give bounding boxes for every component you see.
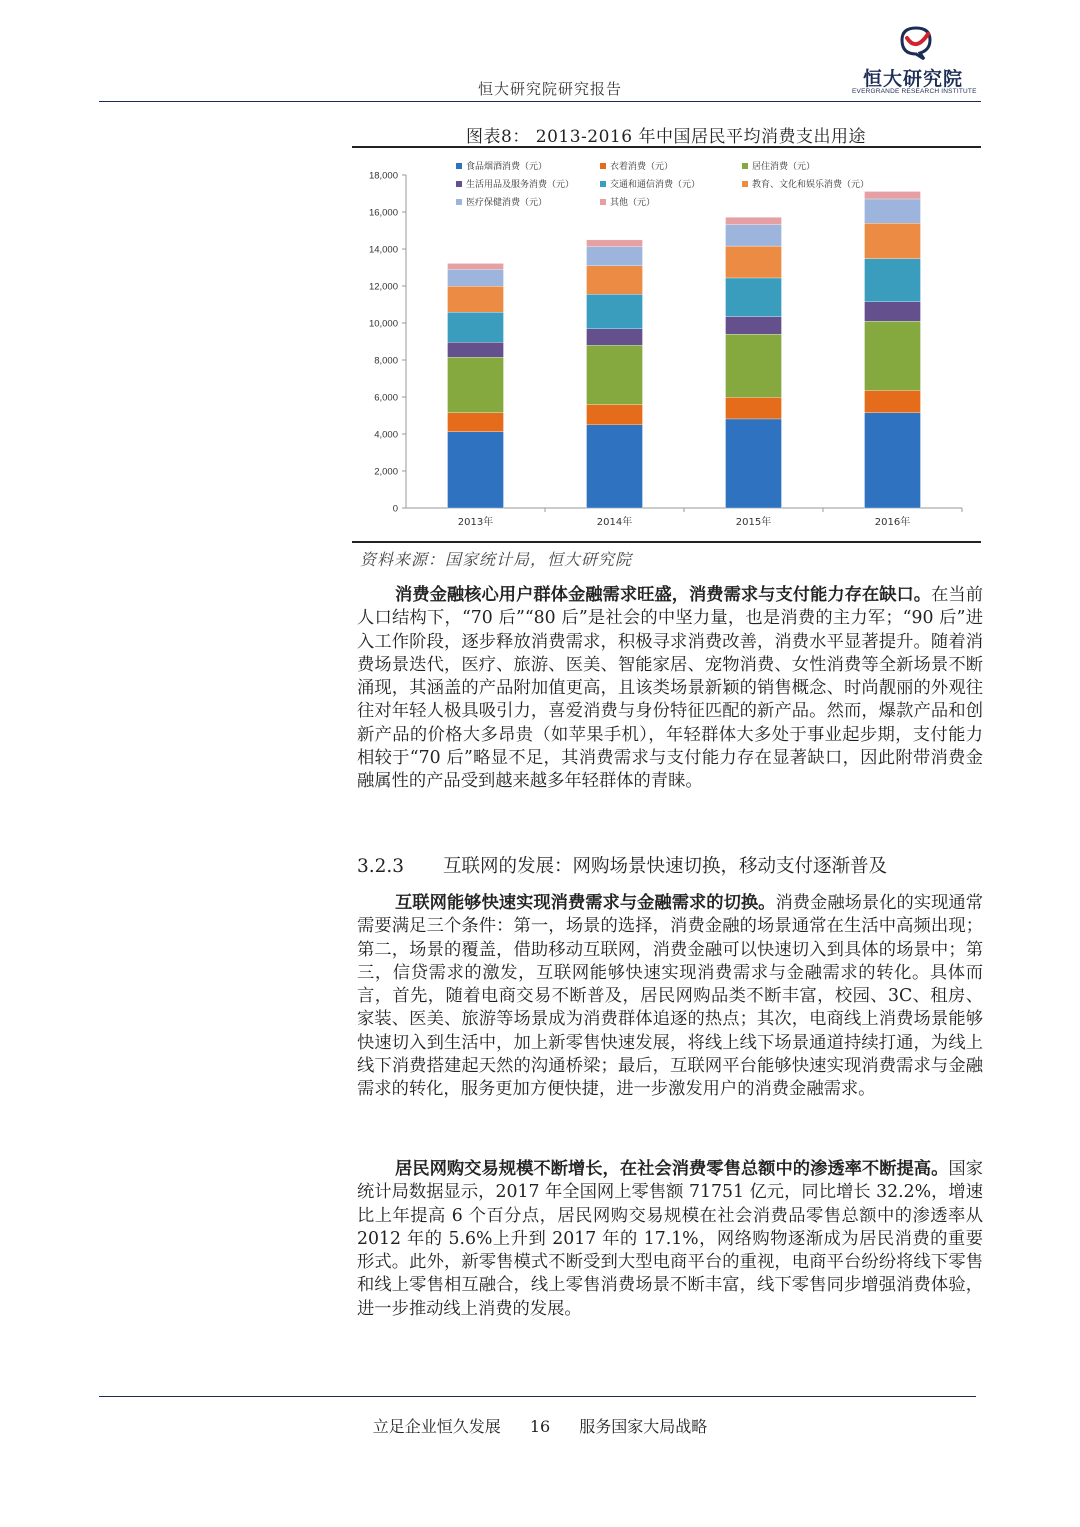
- paragraph-3-lead: 居民网购交易规模不断增长，在社会消费零售总额中的渗透率不断提高。: [395, 1159, 949, 1179]
- legend-swatch: [456, 199, 462, 205]
- bar-segment: [865, 191, 921, 199]
- page-number: 16: [529, 1417, 551, 1436]
- paragraph-1: [357, 584, 983, 794]
- bar-segment: [587, 247, 643, 266]
- bar-segment: [865, 321, 921, 390]
- bar-segment: [448, 413, 504, 432]
- bar-segment: [587, 345, 643, 404]
- y-tick-label: 8,000: [374, 355, 398, 367]
- legend-label: 交通和通信消费（元）: [610, 180, 701, 190]
- figure-bottom-rule: [352, 541, 981, 543]
- bar-segment: [726, 225, 782, 247]
- y-tick-label: 0: [392, 503, 398, 515]
- paragraph-3: [357, 1158, 983, 1321]
- legend-label: 其他（元）: [610, 198, 656, 208]
- section-title: 互联网的发展：网购场景快速切换，移动支付逐渐普及: [443, 856, 888, 877]
- legend-label: 衣着消费（元）: [610, 162, 674, 172]
- bar-segment: [726, 419, 782, 508]
- x-tick-label: 2016年: [874, 517, 911, 528]
- y-tick-label: 6,000: [374, 392, 398, 404]
- bar-segment: [448, 269, 504, 286]
- paragraph-2-lead: 互联网能够快速实现消费需求与金融需求的切换。: [395, 893, 776, 913]
- bar-segment: [587, 329, 643, 345]
- bar-segment: [448, 286, 504, 312]
- legend-label: 医疗保健消费（元）: [466, 198, 548, 208]
- section-heading: [357, 852, 977, 878]
- legend-label: 教育、文化和娱乐消费（元）: [752, 180, 870, 190]
- bar-segment: [448, 263, 504, 269]
- logo-subtitle: EVERGRANDE RESEARCH INSTITUTE: [852, 88, 977, 95]
- legend-swatch: [600, 199, 606, 205]
- legend-swatch: [742, 163, 748, 169]
- legend-label: 食品烟酒消费（元）: [466, 162, 548, 172]
- bar-segment: [726, 278, 782, 317]
- bar-segment: [726, 397, 782, 419]
- logo-mark-icon: [898, 26, 934, 60]
- y-tick-label: 2,000: [374, 466, 398, 478]
- paragraph-1-text: 在当前人口结构下，“70 后”“80 后”是社会的中坚力量，也是消费的主力军；“90 后”进入工作阶段，逐步释放消费需求，积极寻求消费改善，消费水平显著提升。随着消费场景迭代，医疗、旅游、医美、智能家居、宠物消费、女性消费等全新场景不断涌现，其涵盖的产品附加值更高，且该类场景新颖的销售概念、时尚靓丽的外观往往对年轻人极具吸引力，喜爱消费与身份特征匹配的新产品。然而，爆款产品和创新产品的价格大多昂贵（如苹果手机），年轻群体大多处于事业起步期，支付能力相较于“70 后”略显不足，其消费需求与支付能力存在显著缺口，因此附带消费金融属性的产品受到越来越多年轻群体的青睐。: [357, 585, 983, 792]
- bar-segment: [448, 342, 504, 357]
- bar-segment: [587, 266, 643, 294]
- bar-segment: [587, 294, 643, 329]
- legend-swatch: [600, 181, 606, 187]
- bar-segment: [726, 317, 782, 335]
- figure-title: 图表8： 2013-2016 年中国居民平均消费支出用途: [466, 127, 866, 147]
- y-tick-label: 14,000: [368, 244, 398, 256]
- header-divider: [99, 101, 981, 102]
- x-tick-label: 2015年: [735, 517, 772, 528]
- legend-swatch: [456, 181, 462, 187]
- legend-swatch: [600, 163, 606, 169]
- x-tick-label: 2014年: [596, 517, 633, 528]
- report-header-title: 恒大研究院研究报告: [477, 80, 622, 98]
- bar-segment: [726, 217, 782, 224]
- section-number: 3.2.3: [357, 856, 405, 877]
- footer-right-slogan: 服务国家大局战略: [579, 1417, 708, 1436]
- bar-segment: [865, 223, 921, 258]
- legend-label: 生活用品及服务消费（元）: [466, 180, 575, 190]
- paragraph-2-text: 消费金融场景化的实现通常需要满足三个条件：第一，场景的选择，消费金融的场景通常在生活中高频出现；第二，场景的覆盖，借助移动互联网，消费金融可以快速切入到具体的场景中；第三，信贷需求的激发，互联网能够快速实现消费需求与金融需求的转化。具体而言，首先，随着电商交易不断普及，居民网购品类不断丰富，校园、3C、租房、家装、医美、旅游等场景成为消费群体追逐的热点；其次，电商线上消费场景能够快速切入到生活中，加上新零售快速发展，将线上线下场景通道持续打通，为线上线下消费搭建起天然的沟通桥梁；最后，互联网平台能够快速实现消费需求与金融需求的转化，服务更加方便快捷，进一步激发用户的消费金融需求。: [357, 893, 983, 1100]
- page-footer: [330, 1414, 750, 1437]
- paragraph-3-text: 国家统计局数据显示，2017 年全国网上零售额 71751 亿元，同比增长 32.2%，增速比上年提高 6 个百分点，居民网购交易规模在社会消费品零售总额中的渗透率从 2012 年的 5.6%上升到 2017 年的 17.1%，网络购物逐渐成为居民消费的重要形式。此外，新零售模式不断受到大型电商平台的重视，电商平台纷纷将线下零售和线上零售相互融合，线上零售消费场景不断丰富，线下零售同步增强消费体验，进一步推动线上消费的发展。: [357, 1159, 983, 1319]
- paragraph-2: [357, 892, 983, 1102]
- y-tick-label: 10,000: [368, 318, 398, 330]
- bar-segment: [448, 432, 504, 508]
- y-tick-label: 18,000: [368, 170, 398, 182]
- x-tick-label: 2013年: [457, 517, 494, 528]
- bar-segment: [448, 312, 504, 342]
- bar-segment: [865, 413, 921, 508]
- bar-segment: [865, 199, 921, 223]
- bar-segment: [587, 240, 643, 247]
- bar-segment: [587, 425, 643, 508]
- bar-segment: [587, 405, 643, 425]
- y-tick-label: 16,000: [368, 207, 398, 219]
- bar-segment: [865, 259, 921, 302]
- legend-label: 居住消费（元）: [752, 162, 816, 172]
- figure-source: 资料来源：国家统计局，恒大研究院: [360, 550, 633, 569]
- bar-segment: [865, 302, 921, 321]
- stacked-bar-chart: [352, 148, 981, 540]
- paragraph-1-lead: 消费金融核心用户群体金融需求旺盛，消费需求与支付能力存在缺口。: [395, 585, 932, 605]
- footer-divider: [99, 1396, 976, 1397]
- legend-swatch: [742, 181, 748, 187]
- y-tick-label: 4,000: [374, 429, 398, 441]
- bar-segment: [726, 334, 782, 397]
- bar-segment: [865, 390, 921, 412]
- logo-name: 恒大研究院: [862, 68, 963, 90]
- evergrande-logo: [852, 24, 977, 104]
- y-tick-label: 12,000: [368, 281, 398, 293]
- footer-left-slogan: 立足企业恒久发展: [372, 1417, 501, 1436]
- bar-segment: [726, 246, 782, 278]
- legend-swatch: [456, 163, 462, 169]
- bar-segment: [448, 357, 504, 412]
